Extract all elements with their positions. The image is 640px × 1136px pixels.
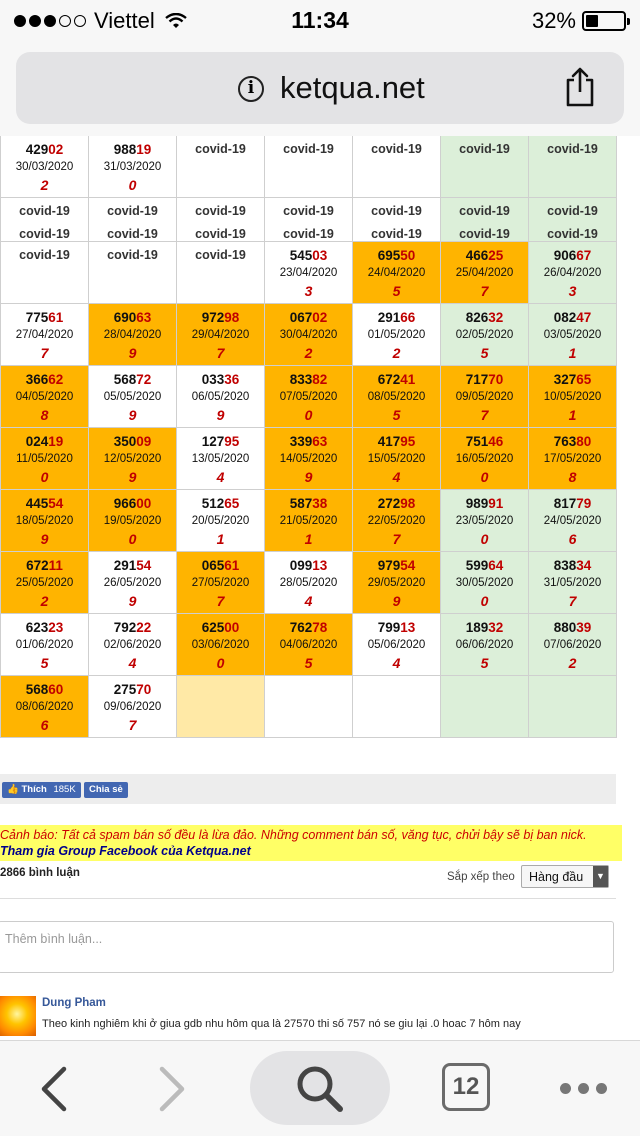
calendar-cell [353,198,441,242]
calendar-cell[interactable] [265,242,353,304]
result-sum: 5 [40,655,49,671]
sort-select[interactable] [521,865,609,888]
sort-value: Hàng đầu [529,870,584,884]
result-sum: 7 [480,283,489,299]
result-number: 83382 [289,372,328,387]
result-date: 10/05/2020 [543,391,602,403]
result-sum: 3 [304,283,313,299]
result-date: 29/05/2020 [367,577,426,589]
result-sum: 2 [40,593,49,609]
calendar-cell[interactable] [353,242,441,304]
result-date: 13/05/2020 [191,453,250,465]
result-sum: 0 [480,593,489,609]
result-date: 08/06/2020 [15,701,74,713]
result-number: 67241 [377,372,416,387]
calendar-cell[interactable] [265,614,353,676]
calendar-cell[interactable] [265,366,353,428]
calendar-cell[interactable] [529,490,617,552]
result-date: 28/04/2020 [103,329,162,341]
covid-label: covid-19 [283,227,334,241]
social-bar [0,774,616,804]
result-number: 03336 [201,372,240,387]
result-date: 16/05/2020 [455,453,514,465]
search-icon [294,1063,346,1115]
covid-label: covid-19 [459,204,510,218]
calendar-cell[interactable] [353,552,441,614]
calendar-cell [529,198,617,242]
calendar-cell [529,136,617,198]
table-row [1,428,617,490]
table-row [1,198,617,242]
result-date: 23/04/2020 [279,267,338,279]
result-number: 02419 [25,434,64,449]
result-date: 01/06/2020 [15,639,74,651]
calendar-cell[interactable] [1,676,89,738]
result-number: 54503 [289,248,328,263]
calendar-cell [265,198,353,242]
result-number: 51265 [201,496,240,511]
page-content [0,136,640,1040]
result-date: 26/04/2020 [543,267,602,279]
result-sum: 4 [128,655,137,671]
forward-icon[interactable] [154,1065,190,1113]
covid-label: covid-19 [195,142,246,156]
result-number: 44554 [25,496,64,511]
result-date: 06/06/2020 [455,639,514,651]
result-sum: 1 [216,531,225,547]
result-number: 97954 [377,558,416,573]
result-date: 24/05/2020 [543,515,602,527]
result-sum: 8 [568,469,577,485]
calendar-cell[interactable] [1,614,89,676]
result-date: 27/04/2020 [15,329,74,341]
result-date: 27/05/2020 [191,577,250,589]
result-number: 62323 [25,620,64,635]
calendar-cell[interactable] [353,428,441,490]
covid-label: covid-19 [107,227,158,241]
covid-label: covid-19 [107,248,158,262]
result-number: 27570 [113,682,152,697]
result-date: 25/04/2020 [455,267,514,279]
result-date: 11/05/2020 [16,453,73,465]
result-sum: 4 [304,593,313,609]
calendar-cell[interactable] [441,242,529,304]
calendar-cell [177,198,265,242]
calendar-cell[interactable] [529,242,617,304]
result-sum: 4 [392,655,401,671]
battery-percent: 32% [531,8,576,33]
calendar-cell[interactable] [177,304,265,366]
result-sum: 0 [128,177,137,193]
result-date: 07/05/2020 [279,391,338,403]
result-sum: 9 [128,407,137,423]
covid-label: covid-19 [547,227,598,241]
result-number: 90667 [553,248,592,263]
result-date: 02/06/2020 [103,639,162,651]
result-number: 08247 [553,310,592,325]
result-sum: 5 [480,655,489,671]
calendar-cell [1,242,89,304]
result-number: 46625 [465,248,504,263]
calendar-cell[interactable] [529,428,617,490]
result-sum: 5 [304,655,313,671]
result-date: 26/05/2020 [103,577,162,589]
result-number: 82632 [465,310,504,325]
result-date: 20/05/2020 [191,515,250,527]
result-sum: 7 [128,717,137,733]
result-sum: 2 [40,177,49,193]
result-sum: 1 [568,345,577,361]
calendar-cell[interactable] [265,552,353,614]
like-button[interactable] [2,782,81,798]
battery-icon [582,11,626,31]
calendar-cell [529,676,617,738]
result-number: 18932 [465,620,504,635]
result-number: 67211 [26,558,63,573]
result-date: 14/05/2020 [279,453,338,465]
result-date: 04/06/2020 [279,639,338,651]
calendar-cell[interactable] [441,366,529,428]
result-date: 31/05/2020 [543,577,602,589]
calendar-cell[interactable] [265,490,353,552]
calendar-cell [265,676,353,738]
status-bar [0,0,640,40]
calendar-cell [353,676,441,738]
calendar-cell[interactable] [89,614,177,676]
result-date: 09/05/2020 [455,391,514,403]
covid-label: covid-19 [19,227,70,241]
covid-label: covid-19 [371,227,422,241]
covid-label: covid-19 [459,227,510,241]
result-date: 23/05/2020 [455,515,514,527]
calendar-cell[interactable] [353,614,441,676]
table-row [1,366,617,428]
calendar-cell[interactable] [529,304,617,366]
calendar-cell [265,136,353,198]
result-sum: 0 [128,531,137,547]
comment-author[interactable]: Dung Pham [42,997,106,1009]
table-row [1,552,617,614]
result-number: 98991 [465,496,504,511]
result-number: 56860 [25,682,64,697]
result-number: 83834 [553,558,592,573]
calendar-cell [1,198,89,242]
result-number: 79222 [113,620,152,635]
result-date: 09/06/2020 [103,701,162,713]
calendar-cell [89,198,177,242]
calendar-cell[interactable] [529,552,617,614]
result-number: 58738 [289,496,328,511]
calendar-cell[interactable] [89,136,177,198]
calendar-cell [441,136,529,198]
covid-label: covid-19 [195,227,246,241]
like-count: 185K [53,784,76,795]
covid-label: covid-19 [195,204,246,218]
result-date: 19/05/2020 [103,515,162,527]
calendar-cell[interactable] [89,304,177,366]
result-sum: 1 [568,407,577,423]
results-calendar [0,136,618,738]
result-date: 30/05/2020 [455,577,514,589]
table-row [1,490,617,552]
calendar-cell[interactable] [441,304,529,366]
result-sum: 5 [392,283,401,299]
calendar-cell [177,242,265,304]
result-sum: 7 [392,531,401,547]
table-row [1,676,617,738]
result-number: 06702 [289,310,328,325]
covid-label: covid-19 [371,142,422,156]
tabs-button[interactable]: 12 [442,1063,490,1111]
calendar-cell [177,136,265,198]
carrier-name: Viettel [94,8,155,33]
calendar-cell[interactable] [1,366,89,428]
share-button[interactable]: Chia sẻ [84,782,128,798]
browser-header [0,40,640,136]
calendar-cell[interactable] [265,428,353,490]
calendar-cell[interactable] [441,614,529,676]
result-date: 07/06/2020 [543,639,602,651]
calendar-cell[interactable] [177,490,265,552]
result-number: 69063 [113,310,152,325]
result-sum: 7 [216,345,225,361]
calendar-cell [441,198,529,242]
more-icon[interactable] [560,1083,607,1094]
calendar-cell[interactable] [265,304,353,366]
result-date: 30/04/2020 [279,329,338,341]
result-number: 69550 [377,248,416,263]
result-date: 28/05/2020 [279,577,338,589]
covid-label: covid-19 [547,142,598,156]
divider [0,898,616,899]
result-number: 71770 [465,372,504,387]
result-sum: 2 [304,345,313,361]
result-sum: 2 [392,345,401,361]
result-date: 24/04/2020 [367,267,426,279]
table-row [1,304,617,366]
calendar-cell[interactable] [1,490,89,552]
result-number: 33963 [289,434,328,449]
calendar-cell[interactable] [529,614,617,676]
calendar-cell[interactable] [441,490,529,552]
table-row [1,242,617,304]
result-number: 79913 [377,620,416,635]
result-date: 29/04/2020 [191,329,250,341]
calendar-cell[interactable] [441,552,529,614]
result-sum: 7 [568,593,577,609]
covid-label: covid-19 [19,248,70,262]
url-text[interactable]: ketqua.net [280,70,425,105]
result-number: 09913 [289,558,328,573]
covid-label: covid-19 [371,204,422,218]
result-number: 76278 [289,620,328,635]
result-sum: 7 [480,407,489,423]
result-sum: 9 [392,593,401,609]
result-date: 31/03/2020 [103,161,162,173]
result-sum: 9 [216,407,225,423]
calendar-cell[interactable] [1,428,89,490]
result-number: 81779 [553,496,592,511]
result-sum: 0 [480,469,489,485]
table-row [1,136,617,198]
result-number: 62500 [201,620,240,635]
calendar-cell[interactable] [1,552,89,614]
result-date: 03/05/2020 [543,329,602,341]
result-date: 21/05/2020 [279,515,338,527]
share-icon[interactable] [562,66,598,108]
result-sum: 4 [216,469,225,485]
avatar[interactable] [0,996,36,1036]
result-date: 01/05/2020 [367,329,426,341]
dropdown-arrow-icon: ▼ [593,866,608,887]
calendar-cell [89,242,177,304]
result-sum: 0 [216,655,225,671]
calendar-cell[interactable] [177,428,265,490]
result-sum: 5 [480,345,489,361]
result-number: 36662 [25,372,64,387]
comment-count: 2866 bình luận [0,867,80,879]
info-icon[interactable]: i [238,76,264,102]
like-label: Thích [21,784,47,795]
result-number: 76380 [553,434,592,449]
back-icon[interactable] [36,1065,72,1113]
battery [532,8,626,34]
result-sum: 2 [568,655,577,671]
result-sum: 6 [40,717,49,733]
result-date: 06/05/2020 [191,391,250,403]
result-number: 98819 [113,142,152,157]
result-number: 12795 [201,434,240,449]
result-sum: 9 [304,469,313,485]
result-sum: 0 [40,469,49,485]
calendar-cell [177,676,265,738]
calendar-cell[interactable] [177,366,265,428]
calendar-cell[interactable] [1,304,89,366]
calendar-cell[interactable] [353,366,441,428]
thumbs-up-icon: 👍 [7,784,19,795]
calendar-cell[interactable] [441,428,529,490]
clock: 11:34 [291,7,349,33]
covid-label: covid-19 [195,248,246,262]
result-date: 22/05/2020 [367,515,426,527]
calendar-cell[interactable] [353,304,441,366]
result-date: 15/05/2020 [367,453,426,465]
calendar-cell[interactable] [89,366,177,428]
results-table [0,136,617,738]
calendar-cell[interactable] [529,366,617,428]
result-number: 42902 [25,142,64,157]
calendar-cell[interactable] [177,552,265,614]
result-date: 05/05/2020 [103,391,162,403]
result-date: 08/05/2020 [367,391,426,403]
result-sum: 0 [304,407,313,423]
result-date: 30/03/2020 [15,161,74,173]
result-sum: 5 [392,407,401,423]
result-date: 12/05/2020 [103,453,162,465]
result-number: 77561 [25,310,64,325]
calendar-cell [353,136,441,198]
result-date: 18/05/2020 [15,515,74,527]
browser-toolbar [0,1040,640,1136]
result-sum: 9 [40,531,49,547]
result-sum: 7 [216,593,225,609]
covid-label: covid-19 [19,204,70,218]
result-sum: 0 [480,531,489,547]
result-number: 27298 [377,496,416,511]
result-sum: 9 [128,593,137,609]
calendar-cell[interactable] [89,552,177,614]
covid-label: covid-19 [283,142,334,156]
warning-text: Cảnh báo: Tất cả spam bán số đều là lừa đảo. Những comment bán số, văng tục, chửi bậy sẽ bị ban nick. [0,828,587,842]
covid-label: covid-19 [107,204,158,218]
result-number: 88039 [553,620,592,635]
result-sum: 8 [40,407,49,423]
result-date: 17/05/2020 [543,453,602,465]
result-sum: 9 [128,469,137,485]
address-bar[interactable] [16,52,624,124]
result-number: 96600 [113,496,152,511]
calendar-cell[interactable] [1,136,89,198]
result-date: 25/05/2020 [15,577,74,589]
calendar-cell [441,676,529,738]
result-sum: 1 [304,531,313,547]
calendar-cell[interactable] [89,490,177,552]
result-sum: 9 [128,345,137,361]
result-number: 32765 [553,372,592,387]
calendar-cell[interactable] [89,428,177,490]
result-number: 41795 [377,434,416,449]
result-sum: 3 [568,283,577,299]
add-comment-input[interactable]: Thêm bình luận... [0,921,614,973]
calendar-cell[interactable] [353,490,441,552]
sort-label: Sắp xếp theo [447,871,515,883]
facebook-group-link[interactable]: Tham gia Group Facebook của Ketqua.net [0,844,251,858]
result-number: 97298 [201,310,240,325]
result-sum: 6 [568,531,577,547]
result-number: 75146 [465,434,504,449]
result-number: 29166 [377,310,416,325]
calendar-cell[interactable] [177,614,265,676]
comment-text: Theo kinh nghiêm khi ở giua gdb nhu hôm qua là 27570 thi số 757 nó se giu lại .0 hoac 7 hôm nay [42,1018,521,1030]
table-row [1,614,617,676]
warning-banner [0,825,622,861]
result-number: 29154 [113,558,152,573]
result-date: 03/06/2020 [191,639,250,651]
result-sum: 7 [40,345,49,361]
result-date: 04/05/2020 [15,391,74,403]
result-number: 59964 [465,558,504,573]
result-number: 56872 [113,372,152,387]
result-date: 05/06/2020 [367,639,426,651]
covid-label: covid-19 [283,204,334,218]
result-number: 06561 [201,558,240,573]
result-sum: 4 [392,469,401,485]
result-number: 35009 [113,434,152,449]
search-button[interactable] [250,1051,390,1125]
result-date: 02/05/2020 [455,329,514,341]
covid-label: covid-19 [459,142,510,156]
calendar-cell[interactable] [89,676,177,738]
covid-label: covid-19 [547,204,598,218]
